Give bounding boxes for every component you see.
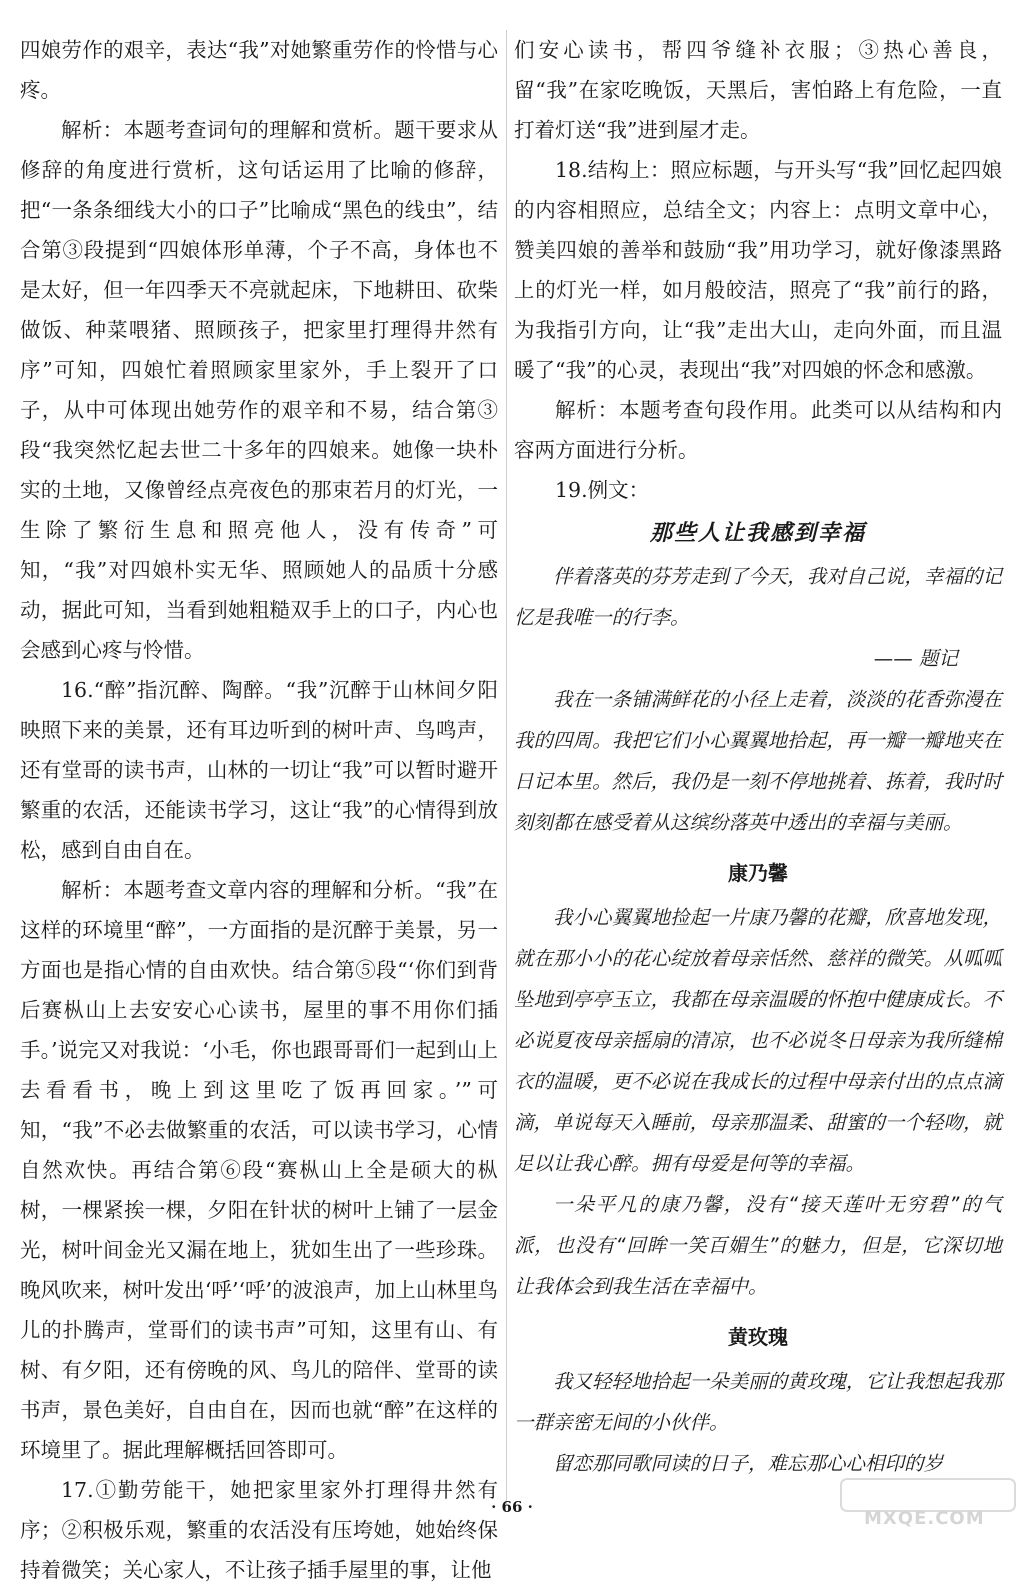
analysis-16: 解析：本题考查文章内容的理解和分析。“我”在这样的环境里“醉”，一方面指的是沉醉于美景，另一方面也是指心情的自由欢快。结合第⑤段“‘你们到背后赛枞山上去安安心心读书，屋里的事不用你们插手。’说完又对我说：‘小毛，你也跟哥哥们一起到山上去看看书，晚上到这里吃了饭再回家。’”可知，“我”不必去做繁重的农活，可以读书学习，心情自然欢快。再结合第⑥段“赛枞山上全是硕大的枞树，一棵紧挨一棵，夕阳在针状的树叶上铺了一层金光，树叶间金光又漏在地上，犹如生出了一些珍珠。晚风吹来，树叶发出‘呼’‘呼’的波浪声，加上山林里鸟儿的扑腾声，堂哥们的读书声”可知，这里有山、有树、有夕阳，还有傍晚的风、鸟儿的陪伴、堂哥的读书声，景色美好，自由自在，因而也就“醉”在这样的环境里了。据此理解概括回答即可。	[20, 878, 498, 1462]
section-title-carnation: 康乃馨	[728, 861, 788, 885]
answer-17-continuation: 们安心读书，帮四爷缝补衣服；③热心善良，留“我”在家吃晚饭，天黑后，害怕路上有危险，一直打着灯送“我”进到屋才走。	[514, 38, 1002, 142]
column-divider	[506, 30, 507, 1506]
analysis-15: 解析：本题考查词句的理解和赏析。题干要求从修辞的角度进行赏析，这句话运用了比喻的修辞，把“一条条细线大小的口子”比喻成“黑色的线虫”，结合第③段提到“四娘体形单薄，个子不高，身体也不是太好，但一年四季天不亮就起床，下地耕田、砍柴做饭、种菜喂猪、照顾孩子，把家里打理得井然有序”可知，四娘忙着照顾家里家外，手上裂开了口子，从中可体现出她劳作的艰辛和不易，结合第③段“我突然忆起去世二十多年的四娘来。她像一块朴实的土地，又像曾经点亮夜色的那束若月的灯光，一生除了繁衍生息和照亮他人，没有传奇”可知，“我”对四娘朴实无华、照顾她人的品质十分感动，据此可知，当看到她粗糙双手上的口子，内心也会感到心疼与怜惜。	[20, 118, 498, 662]
essay-title: 那些人让我感到幸福	[649, 521, 866, 546]
right-column	[514, 30, 1002, 1484]
watermark-badge-icon	[840, 1478, 1016, 1512]
answer-15-continuation: 四娘劳作的艰辛，表达“我”对她繁重劳作的怜惜与心疼。	[20, 38, 498, 102]
answer-17: 17.①勤劳能干，她把家里家外打理得井然有序；②积极乐观，繁重的农活没有压垮她，她始终保持着微笑；关心家人，不让孩子插手屋里的事，让他	[20, 1478, 498, 1582]
answer-19-label: 19.例文：	[555, 478, 650, 502]
essay-paragraph: 留恋那同歌同读的日子，难忘那心心相印的岁	[553, 1452, 944, 1475]
epigraph-signature: —— 题记	[873, 647, 958, 670]
analysis-18: 解析：本题考查句段作用。此类可以从结构和内容两方面进行分析。	[514, 398, 1002, 462]
left-column	[20, 30, 498, 1590]
essay-paragraph: 一朵平凡的康乃馨，没有“接天莲叶无穷碧”的气派，也没有“回眸一笑百媚生”的魅力，但是，它深切地让我体会到我生活在幸福中。	[514, 1193, 1002, 1298]
answer-16: 16.“醉”指沉醉、陶醉。“我”沉醉于山林间夕阳映照下来的美景，还有耳边听到的树叶声、鸟鸣声，还有堂哥的读书声，山林的一切让“我”可以暂时避开繁重的农活，还能读书学习，这让“我”的心情得到放松，感到自由自在。	[20, 678, 498, 862]
watermark-logo	[840, 1478, 1016, 1530]
essay-paragraph: 我又轻轻地拾起一朵美丽的黄玫瑰，它让我想起我那一群亲密无间的小伙伴。	[514, 1370, 1002, 1434]
answer-18: 18.结构上：照应标题，与开头写“我”回忆起四娘的内容相照应，总结全文；内容上：点明文章中心，赞美四娘的善举和鼓励“我”用功学习，就好像漆黑路上的灯光一样，如月般皎洁，照亮了“我”前行的路，为我指引方向，让“我”走出大山，走向外面，而且温暖了“我”的心灵，表现出“我”对四娘的怀念和感激。	[514, 158, 1002, 382]
essay-epigraph: 伴着落英的芬芳走到了今天，我对自己说，幸福的记忆是我唯一的行李。	[514, 565, 1002, 629]
page-number: · 66 ·	[491, 1498, 533, 1516]
watermark-text: MXQE.COM	[864, 1508, 985, 1529]
essay-paragraph: 我小心翼翼地捡起一片康乃馨的花瓣，欣喜地发现，就在那小小的花心绽放着母亲恬然、慈祥的微笑。从呱呱坠地到亭亭玉立，我都在母亲温暖的怀抱中健康成长。不必说夏夜母亲摇扇的清凉，也不必说冬日母亲为我所缝棉衣的温暖，更不必说在我成长的过程中母亲付出的点点滴滴，单说每天入睡前，母亲那温柔、甜蜜的一个轻吻，就足以让我心醉。拥有母爱是何等的幸福。	[514, 906, 1002, 1175]
essay-paragraph: 我在一条铺满鲜花的小径上走着，淡淡的花香弥漫在我的四周。我把它们小心翼翼地拾起，再一瓣一瓣地夹在日记本里。然后，我仍是一刻不停地挑着、拣着，我时时刻刻都在感受着从这缤纷落英中透出的幸福与美丽。	[514, 688, 1002, 834]
section-title-yellow-rose: 黄玫瑰	[728, 1325, 788, 1349]
